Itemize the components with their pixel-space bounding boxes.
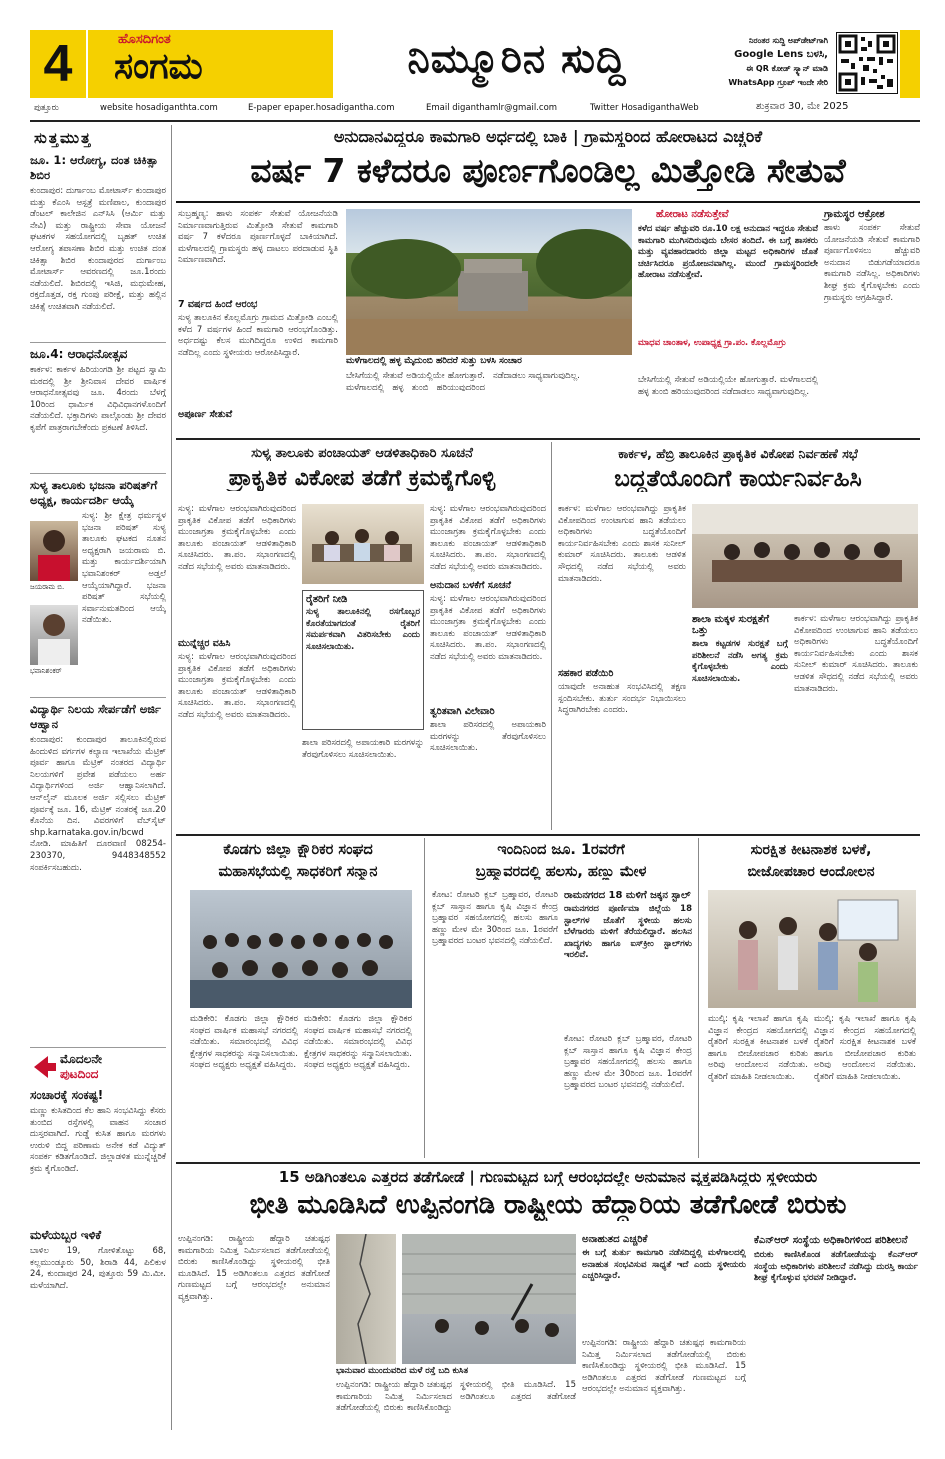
bottom-body: ಉಪ್ಪಿನಂಗಡಿ: ರಾಷ್ಟ್ರೀಯ ಹೆದ್ದಾರಿ ಚತುಷ್ಪಥ ಕಾಮಗಾರಿಯ ನಿಮಿತ್ತ ನಿರ್ಮಿಸಲಾದ ತಡೆಗೋಡೆಯಲ್ಲಿ ಬಿರುಕು ಕಾಣಿಸಿಕೊಂಡಿದ್ದು ಸ್ಥಳೀಯರಲ್ಲಿ ಭೀತಿ ಮೂಡಿಸಿದೆ. 15 ಅಡಿಗಿಂತಲೂ ಎತ್ತರದ ತಡೆಗೋಡೆ ಗುಣಮಟ್ಟದ ಬಗ್ಗೆ ಆರಂಭದಲ್ಲೇ ಅನುಮಾನ ವ್ಯಕ್ತವಾಗಿತ್ತು. bbox=[582, 1338, 746, 1395]
warning-title: ಅನಾಹುತದ ಎಚ್ಚರಿಕೆ bbox=[582, 1234, 648, 1245]
article-subhead: ಅನುದಾನ ಬಳಕೆಗೆ ಸೂಚನೆ bbox=[430, 580, 511, 591]
article-body: ಸುಳ್ಯ: ಮಳೆಗಾಲ ಆರಂಭವಾಗಿರುವುದರಿಂದ ಪ್ರಾಕೃತಿಕ ವಿಕೋಪ ತಡೆಗೆ ಅಧಿಕಾರಿಗಳು ಮುಂಜಾಗ್ರತಾ ಕ್ರಮಕೈಗೊಳ್ಳಬೇಕು ಎಂದು ತಾಲೂಕು ಪಂಚಾಯತ್ ಆಡಳಿತಾಧಿಕಾರಿ ಸೂಚಿಸಿದರು. ತಾ.ಪಂ. ಸಭಾಂಗಣದಲ್ಲಿ ನಡೆದ ಸಭೆಯಲ್ಲಿ ಅವರು ಮಾತನಾಡಿದರು. bbox=[430, 594, 546, 662]
website-link[interactable]: website hosadiganthta.com bbox=[100, 103, 218, 113]
article-headline: ಸುರಕ್ಷಿತ ಕೀಟನಾಶಕ ಬಳಕೆ, bbox=[750, 842, 872, 858]
lead-kicker: ಅನುದಾನವಿದ್ದರೂ ಕಾಮಗಾರಿ ಅರ್ಧದಲ್ಲಿ ಬಾಕಿ | ಗ್ರಾಮಸ್ಥರಿಂದ ಹೋರಾಟದ ಎಚ್ಚರಿಕೆ bbox=[333, 127, 763, 146]
group-photo bbox=[190, 890, 412, 1008]
bottom-body: ಉಪ್ಪಿನಂಗಡಿ: ರಾಷ್ಟ್ರೀಯ ಹೆದ್ದಾರಿ ಚತುಷ್ಪಥ ಕಾಮಗಾರಿಯ ನಿಮಿತ್ತ ನಿರ್ಮಿಸಲಾದ ತಡೆಗೋಡೆಯಲ್ಲಿ ಬಿರುಕು ಕಾಣಿಸಿಕೊಂಡಿದ್ದು ಸ್ಥಳೀಯರಲ್ಲಿ ಭೀತಿ ಮೂಡಿಸಿದೆ. 15 ಅಡಿಗಿಂತಲೂ ಎತ್ತರದ ತಡೆಗೋಡೆ bbox=[336, 1380, 576, 1414]
wall-photo-1 bbox=[336, 1234, 396, 1364]
bridge-photo bbox=[346, 209, 632, 355]
brand-small: ಹೊಸದಿಗಂತ bbox=[118, 32, 171, 47]
photo-caption: ಭಾನುವಾರ ಮುಂದುವರಿದ ಮಳೆ ರಸ್ತೆ ಬದಿ ಕುಸಿತ bbox=[336, 1366, 469, 1376]
arrow-icon bbox=[34, 1056, 56, 1078]
knr-box bbox=[754, 1234, 918, 1424]
meeting-hall-photo bbox=[692, 504, 918, 608]
brief-title: ಜೂ. 1: ಆರೋಗ್ಯ, ದಂತ ಚಿಕಿತ್ಸಾ ಶಿಬಿರ bbox=[30, 153, 158, 182]
article-subhead: ಸಹಕಾರ ಪಡೆಯಿರಿ bbox=[558, 668, 614, 679]
warning-body: ಈ ಬಗ್ಗೆ ತುರ್ತು ಕಾಮಗಾರಿ ನಡೆಸದಿದ್ದಲ್ಲಿ ಮಳೆಗಾಲದಲ್ಲಿ ಅನಾಹುತ ಸಂಭವಿಸುವ ಸಾಧ್ಯತೆ ಇದೆ ಎಂದು ಸ್ಥಳೀಯರು ಎಚ್ಚರಿಸಿದ್ದಾರೆ. bbox=[582, 1248, 746, 1282]
article-subhead: ತ್ವರಿತವಾಗಿ ವಿಲೇವಾರಿ bbox=[430, 706, 495, 717]
person-name: ಭವಾನಿಶಂಕರ್ bbox=[30, 667, 62, 675]
qr-caption bbox=[698, 34, 828, 90]
photo-caption: ಮಳೆಗಾಲದಲ್ಲಿ ಹಳ್ಳ ಮೈದುಂಬಿ ಹರಿದರೆ ಸುತ್ತು ಬಳಸಿ ಸಂಚಾರ bbox=[346, 356, 522, 366]
brief-title: ಮಳೆಯಬ್ಬರ ಇಳಿಕೆ bbox=[30, 1228, 102, 1242]
section-rule bbox=[176, 438, 920, 440]
article-body: ಸುಳ್ಯ: ಮಳೆಗಾಲ ಆರಂಭವಾಗಿರುವುದರಿಂದ ಪ್ರಾಕೃತಿಕ ವಿಕೋಪ ತಡೆಗೆ ಅಧಿಕಾರಿಗಳು ಮುಂಜಾಗ್ರತಾ ಕ್ರಮಕೈಗೊಳ್ಳಬೇಕು ಎಂದು ತಾಲೂಕು ಪಂಚಾಯತ್ ಆಡಳಿತಾಧಿಕಾರಿ ಸೂಚಿಸಿದರು. ತಾ.ಪಂ. ಸಭಾಂಗಣದಲ್ಲಿ ನಡೆದ ಸಭೆಯಲ್ಲಿ ಅವರು ಮಾತನಾಡಿದರು. bbox=[178, 504, 296, 572]
article-body: ಕೋಟ: ರೋಟರಿ ಕ್ಲಬ್ ಬ್ರಹ್ಮಾವರ, ರೋಟರಿ ಕ್ಲಬ್ ಸಾಸ್ತಾನ ಹಾಗೂ ಕೃಷಿ ವಿಜ್ಞಾನ ಕೇಂದ್ರ ಬ್ರಹ್ಮಾವರ ಸಹಯೋಗದಲ್ಲಿ ಹಲಸು ಹಾಗೂ ಹಣ್ಣು ಮೇಳ ಮೇ 30ರಿಂದ ಜೂ. 1ರವರೆಗೆ ಬ್ರಹ್ಮಾವರದ ಬಂಟರ ಭವನದಲ್ಲಿ ನಡೆಯಲಿದೆ. bbox=[564, 1034, 692, 1091]
lead-story bbox=[176, 125, 920, 435]
article-body: ಸುಳ್ಯ: ಮಳೆಗಾಲ ಆರಂಭವಾಗಿರುವುದರಿಂದ ಪ್ರಾಕೃತಿಕ ವಿಕೋಪ ತಡೆಗೆ ಅಧಿಕಾರಿಗಳು ಮುಂಜಾಗ್ರತಾ ಕ್ರಮಕೈಗೊಳ್ಳಬೇಕು ಎಂದು ತಾಲೂಕು ಪಂಚಾಯತ್ ಆಡಳಿತಾಧಿಕಾರಿ ಸೂಚಿಸಿದರು. ತಾ.ಪಂ. ಸಭಾಂಗಣದಲ್ಲಿ ನಡೆದ ಸಭೆಯಲ್ಲಿ ಅವರು ಮಾತನಾಡಿದರು. bbox=[178, 652, 296, 720]
warning-box bbox=[582, 1234, 746, 1334]
article-karkala bbox=[556, 442, 920, 830]
awareness-photo bbox=[708, 890, 916, 1008]
qr-line: Google Lens ಬಳಸಿ, bbox=[734, 49, 828, 60]
villagers-box bbox=[824, 209, 920, 429]
info-bar bbox=[30, 100, 920, 118]
epaper-link[interactable]: E-paper epaper.hosadigantha.com bbox=[248, 103, 395, 113]
person-photo bbox=[30, 521, 78, 581]
school-safety-body: ಶಾಲಾ ಕಟ್ಟಡಗಳ ಸುರಕ್ಷತೆ ಬಗ್ಗೆ ಪರಿಶೀಲನೆ ನಡೆಸಿ ಅಗತ್ಯ ಕ್ರಮ ಕೈಗೊಳ್ಳಬೇಕು ಎಂದು ಸೂಚಿಸಲಾಯಿತು. bbox=[692, 639, 788, 684]
article-body: ಕಾರ್ಕಳ: ಮಳೆಗಾಲ ಆರಂಭವಾಗಿದ್ದು ಪ್ರಾಕೃತಿಕ ವಿಕೋಪದಿಂದ ಉಂಟಾಗುವ ಹಾನಿ ತಡೆಯಲು ಅಧಿಕಾರಿಗಳು ಬದ್ಧತೆಯೊಂದಿಗೆ ಕಾರ್ಯನಿರ್ವಹಿಸಬೇಕು ಎಂದು ಶಾಸಕ ಸುನೀಲ್ ಕುಮಾರ್ ಸೂಚಿಸಿದರು. ತಾಲೂಕು ಆಡಳಿತ ಸೌಧದಲ್ಲಿ ನಡೆದ ಸಭೆಯಲ್ಲಿ ಅವರು ಮಾತನಾಡಿದರು. bbox=[558, 504, 686, 584]
qr-line: ಈ QR ಕೋಡ್ ಸ್ಕ್ಯಾನ್ ಮಾಡಿ bbox=[746, 64, 828, 73]
farmers-title: ರೈತರಿಗೆ ನೀಡಿ bbox=[306, 594, 348, 605]
location: ಪುತ್ತೂರು bbox=[34, 103, 59, 113]
school-safety-title: ಶಾಲಾ ಮಕ್ಕಳ ಸುರಕ್ಷತೆಗೆ ಒತ್ತು bbox=[692, 614, 770, 636]
farmers-body: ಸುಳ್ಯ ತಾಲೂಕಿನಲ್ಲಿ ರಸಗೊಬ್ಬರ ಕೊರತೆಯಾಗದಂತೆ ರೈತರಿಗೆ ಸಮರ್ಪಕವಾಗಿ ವಿತರಿಸಬೇಕು ಎಂದು ಸೂಚಿಸಲಾಯಿತು. bbox=[306, 607, 420, 652]
bottom-story bbox=[176, 1166, 920, 1430]
article-headline: ಮಹಾಸಭೆಯಲ್ಲಿ ಸಾಧಕರಿಗೆ ಸನ್ಮಾನ bbox=[218, 864, 378, 880]
article-kicker: ಸುಳ್ಯ ತಾಲೂಕು ಪಂಚಾಯತ್ ಆಡಳಿತಾಧಿಕಾರಿ ಸೂಚನೆ bbox=[251, 446, 473, 461]
lead-body: ಬೇಸಿಗೆಯಲ್ಲಿ ಸೇತುವೆ ಅಡಿಯಲ್ಲಿಯೇ ಹೋಗುತ್ತಾರೆ. ಮಳೆಗಾಲದಲ್ಲಿ ಹಳ್ಳ ತುಂಬಿ ಹರಿಯುವುದರಿಂದ ನಡೆದಾಡಲು ಸಾಧ್ಯವಾಗುವುದಿಲ್ಲ. bbox=[346, 371, 580, 393]
first-page-logo bbox=[30, 1052, 166, 1084]
article-headline: ಬೀಜೋಪಚಾರ ಆಂದೋಲನ bbox=[747, 864, 875, 880]
villagers-title: ಗ್ರಾಮಸ್ಥರ ಆಕ್ರೋಶ bbox=[824, 209, 885, 220]
article-headline: ಬದ್ಧತೆಯೊಂದಿಗೆ ಕಾರ್ಯನಿರ್ವಹಿಸಿ bbox=[614, 466, 862, 492]
ramanagara-box bbox=[564, 890, 692, 1030]
meeting-photo bbox=[302, 504, 424, 584]
article-body: ಸುಳ್ಯ: ಮಳೆಗಾಲ ಆರಂಭವಾಗಿರುವುದರಿಂದ ಪ್ರಾಕೃತಿಕ ವಿಕೋಪ ತಡೆಗೆ ಅಧಿಕಾರಿಗಳು ಮುಂಜಾಗ್ರತಾ ಕ್ರಮಕೈಗೊಳ್ಳಬೇಕು ಎಂದು ತಾಲೂಕು ಪಂಚಾಯತ್ ಆಡಳಿತಾಧಿಕಾರಿ ಸೂಚಿಸಿದರು. ತಾ.ಪಂ. ಸಭಾಂಗಣದಲ್ಲಿ ನಡೆದ ಸಭೆಯಲ್ಲಿ ಅವರು ಮಾತನಾಡಿದರು. bbox=[430, 504, 546, 572]
bottom-body: ಉಪ್ಪಿನಂಗಡಿ: ರಾಷ್ಟ್ರೀಯ ಹೆದ್ದಾರಿ ಚತುಷ್ಪಥ ಕಾಮಗಾರಿಯ ನಿಮಿತ್ತ ನಿರ್ಮಿಸಲಾದ ತಡೆಗೋಡೆಯಲ್ಲಿ ಬಿರುಕು ಕಾಣಿಸಿಕೊಂಡಿದ್ದು ಸ್ಥಳೀಯರಲ್ಲಿ ಭೀತಿ ಮೂಡಿಸಿದೆ. 15 ಅಡಿಗಿಂತಲೂ ಎತ್ತರದ ತಡೆಗೋಡೆ ಗುಣಮಟ್ಟದ ಬಗ್ಗೆ ಆರಂಭದಲ್ಲೇ ಅನುಮಾನ ವ್ಯಕ್ತವಾಗಿತ್ತು. bbox=[178, 1234, 330, 1302]
qr-line: WhatsApp ಗ್ರೂಪ್ ಇಂದೇ ಸೇರಿ bbox=[728, 78, 828, 87]
person-photo bbox=[30, 605, 78, 665]
brand-big: ಸಂಗಮ bbox=[114, 46, 203, 87]
twitter-link[interactable]: Twitter HosadiganthaWeb bbox=[590, 103, 699, 113]
quote-signature: ಮಾಧವ ಚಾಂತಾಳ, ಉಪಾಧ್ಯಕ್ಷ ಗ್ರಾ.ಪಂ. ಕೊಲ್ಲಮೊಗ್ರು bbox=[638, 338, 787, 348]
qr-line: ನಿರಂತರ ಸುದ್ದಿ ಅಪ್‌ಡೇಟ್‌ಗಾಗಿ bbox=[748, 36, 828, 45]
masthead-rule bbox=[30, 120, 920, 122]
brief-body: ಕಾರ್ಕಳ: ಕಾರ್ಕಳ ಹಿರಿಯಂಗಡಿ ಶ್ರೀ ಪಟ್ಟದ ಸ್ವಾಮಿ ಮಠದಲ್ಲಿ ಶ್ರೀ ಶ್ರೀನಿವಾಸ ದೇವರ ವಾರ್ಷಿಕ ಆರಾಧನೋತ್ಸವವು ಜೂ. 4ರಂದು ಬೆಳಗ್ಗೆ 10ರಿಂದ ಧಾರ್ಮಿಕ ವಿಧಿವಿಧಾನಗಳೊಂದಿಗೆ ನಡೆಯಲಿದೆ. ಭಕ್ತಾದಿಗಳು ಪಾಲ್ಗೊಂಡು ಶ್ರೀ ದೇವರ ಕೃಪೆಗೆ ಪಾತ್ರರಾಗಬೇಕೆಂದು ಪ್ರಕಟಣೆ ತಿಳಿಸಿದೆ. bbox=[30, 365, 166, 433]
ramanagara-body: ರಾಮನಗರದ ಪೂರ್ಣಿಮಾ ಜಿಲ್ಲೆಯ 18 ಸ್ಟಾಲ್‌ಗಳ ಜೊತೆಗೆ ಸ್ಥಳೀಯ ಹಲಸು ಬೆಳೆಗಾರರು ಮಳಿಗೆ ತೆರೆಯಲಿದ್ದಾರೆ. ಹಲಸಿನ ಖಾದ್ಯಗಳು ಹಾಗೂ ಐಸ್‌ಕ್ರೀಂ ಸ್ಟಾಲ್‌ಗಳು ಇರಲಿವೆ. bbox=[564, 904, 692, 961]
lead-body: ಸುಬ್ರಹ್ಮಣ್ಯ: ಹಾಳು ಸಂಪರ್ಕ ಸೇತುವೆ ಯೋಜನೆಯಡಿ ನಿರ್ಮಾಣವಾಗುತ್ತಿರುವ ಮಿತ್ತೋಡಿ ಸೇತುವೆ ಕಾಮಗಾರಿ ವರ್ಷ 7 ಕಳೆದರೂ ಪೂರ್ಣಗೊಳ್ಳದೆ ಬಾಕಿಯಾಗಿದೆ. ಮಳೆಗಾಲದಲ್ಲಿ ಗ್ರಾಮಸ್ಥರು ಹಳ್ಳ ದಾಟಲು ಪರದಾಡುವ ಸ್ಥಿತಿ ನಿರ್ಮಾಣವಾಗಿದೆ. bbox=[178, 209, 338, 266]
lead-body: ಬೇಸಿಗೆಯಲ್ಲಿ ಸೇತುವೆ ಅಡಿಯಲ್ಲಿಯೇ ಹೋಗುತ್ತಾರೆ. ಮಳೆಗಾಲದಲ್ಲಿ ಹಳ್ಳ ತುಂಬಿ ಹರಿಯುವುದರಿಂದ ನಡೆದಾಡಲು ಸಾಧ್ಯವಾಗುವುದಿಲ್ಲ. bbox=[638, 375, 818, 397]
article-body: ಕಾರ್ಕಳ: ಮಳೆಗಾಲ ಆರಂಭವಾಗಿದ್ದು ಪ್ರಾಕೃತಿಕ ವಿಕೋಪದಿಂದ ಉಂಟಾಗುವ ಹಾನಿ ತಡೆಯಲು ಅಧಿಕಾರಿಗಳು ಬದ್ಧತೆಯೊಂದಿಗೆ ಕಾರ್ಯನಿರ್ವಹಿಸಬೇಕು ಎಂದು ಶಾಸಕ ಸುನೀಲ್ ಕುಮಾರ್ ಸೂಚಿಸಿದರು. ತಾಲೂಕು ಆಡಳಿತ ಸೌಧದಲ್ಲಿ ನಡೆದ ಸಭೆಯಲ್ಲಿ ಅವರು ಮಾತನಾಡಿದರು. bbox=[794, 614, 918, 694]
column-divider bbox=[698, 838, 699, 1158]
article-headline: ಪ್ರಾಕೃತಿಕ ವಿಕೋಪ ತಡೆಗೆ ಕ್ರಮಕೈಗೊಳ್ಳಿ bbox=[228, 466, 496, 491]
bridge-illustration bbox=[346, 209, 632, 355]
article-sullia bbox=[176, 442, 548, 830]
section-title: ನಿಮ್ಮೂರಿನ ಸುದ್ದಿ bbox=[407, 36, 627, 82]
masthead bbox=[30, 30, 920, 122]
knr-body: ಬಿರುಕು ಕಾಣಿಸಿಕೊಂಡ ತಡೆಗೋಡೆಯನ್ನು ಕೆಎನ್‌ಆರ್ ಸಂಸ್ಥೆಯ ಅಧಿಕಾರಿಗಳು ಪರಿಶೀಲನೆ ನಡೆಸಿದ್ದು ದುರಸ್ತಿ ಕಾರ್ಯ ಶೀಘ್ರ ಕೈಗೊಳ್ಳುವ ಭರವಸೆ ನೀಡಿದ್ದಾರೆ. bbox=[754, 1250, 918, 1284]
bottom-kicker: 15 ಅಡಿಗಿಂತಲೂ ಎತ್ತರದ ತಡೆಗೋಡೆ | ಗುಣಮಟ್ಟದ ಬಗ್ಗೆ ಆರಂಭದಲ್ಲೇ ಅನುಮಾನ ವ್ಯಕ್ತಪಡಿಸಿದ್ದರು ಸ್ಥಳೀಯರು bbox=[278, 1168, 818, 1186]
article-body: ಕೋಟ: ರೋಟರಿ ಕ್ಲಬ್ ಬ್ರಹ್ಮಾವರ, ರೋಟರಿ ಕ್ಲಬ್ ಸಾಸ್ತಾನ ಹಾಗೂ ಕೃಷಿ ವಿಜ್ಞಾನ ಕೇಂದ್ರ ಬ್ರಹ್ಮಾವರ ಸಹಯೋಗದಲ್ಲಿ ಹಲಸು ಹಾಗೂ ಹಣ್ಣು ಮೇಳ ಮೇ 30ರಿಂದ ಜೂ. 1ರವರೆಗೆ ಬ್ರಹ್ಮಾವರದ ಬಂಟರ ಭವನದಲ್ಲಿ ನಡೆಯಲಿದೆ. bbox=[432, 890, 558, 947]
article-kodagu bbox=[176, 838, 420, 1158]
article-pesticide bbox=[702, 838, 920, 1158]
person-name: ಜಯರಾಮ ಬಿ. bbox=[30, 583, 65, 591]
yellow-strip bbox=[900, 30, 920, 98]
brief-body: ಕುಂದಾಪುರ: ಕುಂದಾಪುರ ತಾಲೂಕಿನಲ್ಲಿರುವ ಹಿಂದುಳಿದ ವರ್ಗಗಳ ಕಲ್ಯಾಣ ಇಲಾಖೆಯ ಮೆಟ್ರಿಕ್ ಪೂರ್ವ ಹಾಗೂ ಮೆಟ್ರಿಕ್ ನಂತರದ ವಿದ್ಯಾರ್ಥಿ ನಿಲಯಗಳಿಗೆ ಪ್ರವೇಶ ಪಡೆಯಲು ಅರ್ಹ ವಿದ್ಯಾರ್ಥಿಗಳಿಂದ ಅರ್ಜಿ ಆಹ್ವಾನಿಸಲಾಗಿದೆ. ಆನ್‌ಲೈನ್ ಮೂಲಕ ಅರ್ಜಿ ಸಲ್ಲಿಸಲು ಮೆಟ್ರಿಕ್ ಪೂರ್ವಕ್ಕೆ ಜೂ. 16, ಮೆಟ್ರಿಕ್ ನಂತರಕ್ಕೆ ಜೂ.20 ಕೊನೆಯ ದಿನ. ವಿವರಗಳಿಗೆ ವೆಬ್‌ಸೈಟ್ shp.karnataka.gov.in/bcwd ನೋಡಿ. ಮಾಹಿತಿಗೆ ದೂರವಾಣಿ 08254-230370, 9448348552 ಸಂಪರ್ಕಿಸಬಹುದು. bbox=[30, 735, 166, 873]
article-body: ಶಾಲಾ ಪರಿಸರದಲ್ಲಿ ಅಪಾಯಕಾರಿ ಮರಗಳನ್ನು ತೆರವುಗೊಳಿಸಲು ಸೂಚಿಸಲಾಯಿತು. bbox=[302, 738, 424, 760]
section-rule bbox=[176, 1162, 920, 1164]
article-headline: ಕೊಡಗು ಜಿಲ್ಲಾ ಕ್ಷೌರಿಕರ ಸಂಘದ bbox=[223, 842, 373, 858]
article-body: ಮಡಿಕೇರಿ: ಕೊಡಗು ಜಿಲ್ಲಾ ಕ್ಷೌರಿಕರ ಸಂಘದ ವಾರ್ಷಿಕ ಮಹಾಸಭೆ ನಗರದಲ್ಲಿ ನಡೆಯಿತು. ಸಮಾರಂಭದಲ್ಲಿ ವಿವಿಧ ಕ್ಷೇತ್ರಗಳ ಸಾಧಕರನ್ನು ಸನ್ಮಾನಿಸಲಾಯಿತು. ಸಂಘದ ಅಧ್ಯಕ್ಷರು ಅಧ್ಯಕ್ಷತೆ ವಹಿಸಿದ್ದರು. bbox=[304, 1014, 412, 1071]
brief-body: ಸುಳ್ಯ: ಶ್ರೀ ಕ್ಷೇತ್ರ ಧರ್ಮಸ್ಥಳ ಭಜನಾ ಪರಿಷತ್ ಸುಳ್ಯ ತಾಲೂಕು ಘಟಕದ ನೂತನ ಅಧ್ಯಕ್ಷರಾಗಿ ಜಯರಾಮ ಬಿ. ಮತ್ತು ಕಾರ್ಯದರ್ಶಿಯಾಗಿ ಭವಾನಿಶಂಕರ್ ಅಡ್ತಲೆ ಆಯ್ಕೆಯಾಗಿದ್ದಾರೆ. ಭಜನಾ ಪರಿಷತ್ ಸಭೆಯಲ್ಲಿ ಸರ್ವಾನುಮತದಿಂದ ಆಯ್ಕೆ ನಡೆಯಿತು. bbox=[82, 511, 166, 626]
left-column bbox=[30, 125, 166, 1430]
brief-body: ಮಣ್ಣು ಕುಸಿತದಿಂದ ಕೆಲ ಹಾನಿ ಸಂಭವಿಸಿದ್ದು ಕೆಸರು ತುಂಬಿದ ರಸ್ತೆಗಳಲ್ಲಿ ವಾಹನ ಸಂಚಾರ ದುಸ್ತರವಾಗಿದೆ. ಗುಡ್ಡೆ ಕುಸಿತ ಹಾಗೂ ಮರಗಳು ಉರುಳಿ ಬಿದ್ದ ಪರಿಣಾಮ ಅನೇಕ ಕಡೆ ವಿದ್ಯುತ್ ಸಂಪರ್ಕ ಕಡಿತಗೊಂಡಿದೆ. ಜಿಲ್ಲಾಡಳಿತ ಮುನ್ನೆಚ್ಚರಿಕೆ ಕ್ರಮ ಕೈಗೊಂಡಿದೆ. bbox=[30, 1106, 166, 1174]
logo-line: ಮೊದಲನೇ bbox=[60, 1052, 102, 1066]
school-safety-box bbox=[692, 614, 788, 820]
lead-body: ಸುಳ್ಯ ತಾಲೂಕಿನ ಕೊಲ್ಲಮೊಗ್ರು ಗ್ರಾಮದ ಮಿತ್ತೋಡಿ ಎಂಬಲ್ಲಿ ಕಳೆದ 7 ವರ್ಷಗಳ ಹಿಂದೆ ಕಾಮಗಾರಿ ಆರಂಭಗೊಂಡಿತ್ತು. ಅರ್ಧದಷ್ಟು ಕೆಲಸ ಮುಗಿದಿದ್ದರೂ ಉಳಿದ ಕಾಮಗಾರಿ ನಡೆದಿಲ್ಲ ಎಂದು ಸ್ಥಳೀಯರು ಆರೋಪಿಸಿದ್ದಾರೆ. bbox=[178, 313, 338, 358]
article-body: ಮಡಿಕೇರಿ: ಕೊಡಗು ಜಿಲ್ಲಾ ಕ್ಷೌರಿಕರ ಸಂಘದ ವಾರ್ಷಿಕ ಮಹಾಸಭೆ ನಗರದಲ್ಲಿ ನಡೆಯಿತು. ಸಮಾರಂಭದಲ್ಲಿ ವಿವಿಧ ಕ್ಷೇತ್ರಗಳ ಸಾಧಕರನ್ನು ಸನ್ಮಾನಿಸಲಾಯಿತು. ಸಂಘದ ಅಧ್ಯಕ್ಷರು ಅಧ್ಯಕ್ಷತೆ ವಹಿಸಿದ್ದರು. bbox=[190, 1014, 298, 1071]
article-kicker: ಕಾರ್ಕಳ, ಹೆಬ್ರಿ ತಾಲೂಕಿನ ಪ್ರಾಕೃತಿಕ ವಿಕೋಪ ನಿರ್ವಹಣೆ ಸಭೆ bbox=[618, 446, 858, 461]
article-headline: ಇಂದಿನಿಂದ ಜೂ. 1ರವರೆಗೆ bbox=[497, 842, 625, 858]
section-rule bbox=[176, 834, 920, 836]
villagers-body: ಹಾಳು ಸಂಪರ್ಕ ಸೇತುವೆ ಯೋಜನೆಯಡಿ ಸೇತುವೆ ಕಾಮಗಾರಿ ಪೂರ್ಣಗೊಳಿಸಲು ಹೆಚ್ಚುವರಿ ಅನುದಾನ ಬಿಡುಗಡೆಯಾದರೂ ಕಾಮಗಾರಿ ನಡೆಸಿಲ್ಲ. ಅಧಿಕಾರಿಗಳು ಶೀಘ್ರ ಕ್ರಮ ಕೈಗೊಳ್ಳಬೇಕು ಎಂದು ಗ್ರಾಮಸ್ಥರು ಆಗ್ರಹಿಸಿದ್ದಾರೆ. bbox=[824, 223, 920, 303]
issue-date: ಶುಕ್ರವಾರ 30, ಮೇ 2025 bbox=[756, 101, 849, 112]
lead-subhead: 7 ವರ್ಷದ ಹಿಂದೆ ಆರಂಭ bbox=[178, 299, 258, 310]
page-number: 4 bbox=[43, 35, 73, 93]
brief-title: ಸಂಚಾರಕ್ಕೆ ಸಂಕಷ್ಟ! bbox=[30, 1088, 104, 1102]
article-subhead: ಮುನ್ನೆಚ್ಚರ ವಹಿಸಿ bbox=[178, 638, 231, 649]
quote-box bbox=[638, 209, 818, 369]
email-link[interactable]: Email diganthamlr@gmail.com bbox=[426, 103, 558, 113]
brief-body: ಕುಂದಾಪುರ: ದುರ್ಗಾಂಬ ಮೋಟಾರ್ಸ್ ಕುಂದಾಪುರ ಮತ್ತು ಕೆಎಂಸಿ ಆಸ್ಪತ್ರೆ ಮಣಿಪಾಲ, ಕುಂದಾಪುರ ಡೆಂಟಲ್ ಕಾಲೇಜಿನ ಎನ್‌ಸಿಸಿ (ಆರ್ಮಿ ಮತ್ತು ನೇವಿ) ಮತ್ತು ರಾಷ್ಟ್ರೀಯ ಸೇವಾ ಯೋಜನೆ ಘಟಕಗಳ ಸಹಯೋಗದಲ್ಲಿ ಬೃಹತ್ ಉಚಿತ ಆರೋಗ್ಯ ತಪಾಸಣಾ ಶಿಬಿರ ಮತ್ತು ಉಚಿತ ದಂತ ಚಿಕಿತ್ಸಾ ಶಿಬಿರ ಕುಂದಾಪುರದ ದುರ್ಗಾಂಬ ಮೋಟಾರ್ಸ್ ಆವರಣದಲ್ಲಿ ಜೂ.1ರಂದು ನಡೆಯಲಿದೆ. ಶಿಬಿರದಲ್ಲಿ ಇಸಿಜಿ, ಮಧುಮೇಹ, ರಕ್ತದೊತ್ತಡ, ರಕ್ತ ಗುಂಪು ಪರೀಕ್ಷೆ, ಮತ್ತು ಹಲ್ಲಿನ ಚಿಕಿತ್ಸೆ ಉಚಿತವಾಗಿ ನಡೆಯಲಿದೆ. bbox=[30, 186, 166, 312]
quote-tag: ಹೋರಾಟ ನಡೆಸುತ್ತೇವೆ bbox=[656, 209, 729, 220]
brief-title: ವಿದ್ಯಾರ್ಥಿ ನಿಲಯ ಸೇರ್ಪಡೆಗೆ ಅರ್ಜಿ ಆಹ್ವಾನ bbox=[30, 702, 161, 731]
left-col-divider bbox=[171, 125, 172, 1430]
column-divider bbox=[551, 442, 552, 830]
brief-title: ಸುಳ್ಯ ತಾಲೂಕು ಭಜನಾ ಪರಿಷತ್‌ಗೆ ಅಧ್ಯಕ್ಷ, ಕಾರ್ಯದರ್ಶಿ ಆಯ್ಕೆ bbox=[30, 478, 158, 507]
article-body: ಮುಲ್ಕಿ: ಕೃಷಿ ಇಲಾಖೆ ಹಾಗೂ ಕೃಷಿ ವಿಜ್ಞಾನ ಕೇಂದ್ರದ ಸಹಯೋಗದಲ್ಲಿ ರೈತರಿಗೆ ಸುರಕ್ಷಿತ ಕೀಟನಾಶಕ ಬಳಕೆ ಹಾಗೂ ಬೀಜೋಪಚಾರ ಕುರಿತು ಅರಿವು ಆಂದೋಲನ ನಡೆಯಿತು. ರೈತರಿಗೆ ಮಾಹಿತಿ ನೀಡಲಾಯಿತು. bbox=[814, 1014, 916, 1082]
brand-block bbox=[88, 30, 333, 98]
article-body: ಶಾಲಾ ಪರಿಸರದಲ್ಲಿ ಅಪಾಯಕಾರಿ ಮರಗಳನ್ನು ತೆರವುಗೊಳಿಸಲು ಸೂಚಿಸಲಾಯಿತು. bbox=[430, 720, 546, 754]
ramanagara-title: ರಾಮನಗರದ 18 ಮಳಿಗೆ ಜಕ್ಕನ ಸ್ಟಾಲ್ bbox=[564, 890, 691, 901]
farmers-box bbox=[302, 590, 424, 730]
article-body: ಯಾವುದೇ ಅನಾಹುತ ಸಂಭವಿಸಿದಲ್ಲಿ ತಕ್ಷಣ ಸ್ಪಂದಿಸಬೇಕು. ತುರ್ತು ಸಂದರ್ಭ ನಿಭಾಯಿಸಲು ಸಿದ್ಧರಾಗಿರಬೇಕು ಎಂದರು. bbox=[558, 682, 686, 716]
lead-subhead: ಅಪೂರ್ಣ ಸೇತುವೆ bbox=[178, 409, 233, 420]
qr-code-icon[interactable] bbox=[836, 32, 898, 94]
article-jackfruit bbox=[428, 838, 694, 1158]
article-headline: ಬ್ರಹ್ಮಾವರದಲ್ಲಿ ಹಲಸು, ಹಣ್ಣು ಮೇಳ bbox=[475, 864, 647, 880]
brief-title: ಜೂ.4: ಆರಾಧನೋತ್ಸವ bbox=[30, 347, 128, 361]
quote-body: ಕಳೆದ ವರ್ಷ ಹೆಚ್ಚುವರಿ ರೂ.10 ಲಕ್ಷ ಅನುದಾನ ಇದ್ದರೂ ಸೇತುವೆ ಕಾಮಗಾರಿ ಮುಗಿಸದಿರುವುದು ಬೇಸರ ತಂದಿದೆ. ಈ ಬಗ್ಗೆ ಶಾಸಕರು ಮತ್ತು ವ್ಯವಹಾರದಾರರು ಜಿಲ್ಲಾ ಮಟ್ಟದ ಅಧಿಕಾರಿಗಳ ಜೊತೆ ಚರ್ಚಿಸಿದರೂ ಪ್ರಯೋಜನವಾಗಿಲ್ಲ. ಮುಂದೆ ಗ್ರಾಮಸ್ಥರಿಂದಲೇ ಹೋರಾಟ ನಡೆಸುತ್ತೇವೆ. bbox=[638, 224, 818, 281]
section-logo: ಸುತ್ತಮುತ್ತ bbox=[34, 129, 93, 147]
lead-headline: ವರ್ಷ 7 ಕಳೆದರೂ ಪೂರ್ಣಗೊಂಡಿಲ್ಲ ಮಿತ್ತೋಡಿ ಸೇತುವೆ bbox=[250, 151, 846, 190]
page-number-badge bbox=[30, 30, 86, 98]
knr-title: ಕೆಎನ್‌ಆರ್ ಸಂಸ್ಥೆಯ ಅಧಿಕಾರಿಗಳಿಂದ ಪರಿಶೀಲನೆ bbox=[754, 1235, 908, 1246]
article-body: ಮುಲ್ಕಿ: ಕೃಷಿ ಇಲಾಖೆ ಹಾಗೂ ಕೃಷಿ ವಿಜ್ಞಾನ ಕೇಂದ್ರದ ಸಹಯೋಗದಲ್ಲಿ ರೈತರಿಗೆ ಸುರಕ್ಷಿತ ಕೀಟನಾಶಕ ಬಳಕೆ ಹಾಗೂ ಬೀಜೋಪಚಾರ ಕುರಿತು ಅರಿವು ಆಂದೋಲನ ನಡೆಯಿತು. ರೈತರಿಗೆ ಮಾಹಿತಿ ನೀಡಲಾಯಿತು. bbox=[708, 1014, 808, 1082]
wall-photo-2 bbox=[402, 1234, 576, 1364]
column-divider bbox=[424, 838, 425, 1158]
bottom-headline: ಭೀತಿ ಮೂಡಿಸಿದೆ ಉಪ್ಪಿನಂಗಡಿ ರಾಷ್ಟ್ರೀಯ ಹೆದ್ದಾರಿಯ ತಡೆಗೋಡೆ ಬಿರುಕು bbox=[249, 1190, 847, 1220]
logo-line: ಪುಟದಿಂದ bbox=[60, 1067, 99, 1081]
brief-body: ಬಾಳಿಲ 19, ಗೋಳಿತೊಟ್ಟು 68, ಕಲ್ಲಮುಂಡ್ಕೂರು 50, ಶಿರಾಡಿ 44, ಪಿಲಿಕುಳ 24, ಕುಂದಾಪುರ 24, ಪುತ್ತೂರು 59 ಮಿ.ಮೀ. ಮಳೆಯಾಗಿದೆ. bbox=[30, 1246, 166, 1291]
